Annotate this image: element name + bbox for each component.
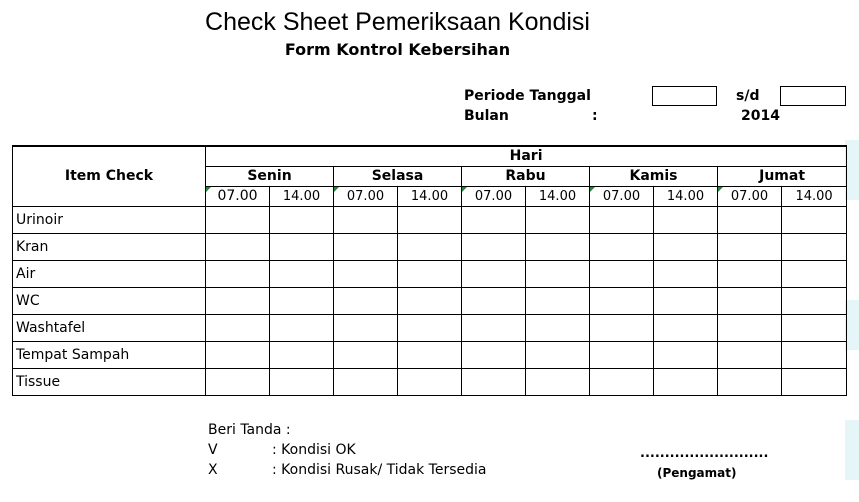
- day-header-rabu: Rabu: [462, 166, 590, 186]
- signature-label: (Pengamat): [657, 466, 737, 480]
- check-cell[interactable]: [462, 287, 526, 314]
- day-header-senin: Senin: [206, 166, 334, 186]
- table-row: [13, 341, 847, 368]
- periode-label: Periode Tanggal: [464, 88, 591, 104]
- check-cell[interactable]: [398, 314, 462, 341]
- item-label-washtafel: Washtafel: [13, 314, 206, 341]
- check-cell[interactable]: [270, 314, 334, 341]
- item-label-kran: Kran: [13, 233, 206, 260]
- check-cell[interactable]: [782, 341, 847, 368]
- check-cell[interactable]: [782, 233, 847, 260]
- time-header: 14.00: [782, 186, 847, 206]
- check-cell[interactable]: [334, 341, 398, 368]
- check-cell[interactable]: [526, 287, 590, 314]
- item-check-header: Item Check: [13, 146, 206, 206]
- item-label-tissue: Tissue: [13, 368, 206, 395]
- check-cell[interactable]: [590, 341, 654, 368]
- item-label-air: Air: [13, 260, 206, 287]
- check-cell[interactable]: [526, 206, 590, 233]
- check-cell[interactable]: [206, 233, 270, 260]
- check-cell[interactable]: [782, 260, 847, 287]
- time-header: 07.00: [462, 186, 526, 206]
- check-cell[interactable]: [590, 260, 654, 287]
- check-cell[interactable]: [334, 233, 398, 260]
- check-cell[interactable]: [526, 233, 590, 260]
- check-cell[interactable]: [782, 314, 847, 341]
- table-row: [13, 314, 847, 341]
- check-cell[interactable]: [462, 233, 526, 260]
- legend-symbol-x: X: [208, 462, 218, 478]
- check-cell[interactable]: [270, 233, 334, 260]
- day-header-selasa: Selasa: [334, 166, 462, 186]
- year-value: 2014: [741, 108, 780, 124]
- check-cell[interactable]: [334, 260, 398, 287]
- form-subtitle: Form Kontrol Kebersihan: [284, 40, 511, 59]
- check-cell[interactable]: [334, 314, 398, 341]
- check-cell[interactable]: [654, 368, 718, 395]
- time-header: 07.00: [334, 186, 398, 206]
- check-cell[interactable]: [526, 260, 590, 287]
- table-row: [13, 368, 847, 395]
- periode-end-box[interactable]: [780, 86, 846, 106]
- check-cell[interactable]: [718, 314, 782, 341]
- check-cell[interactable]: [590, 233, 654, 260]
- check-cell[interactable]: [654, 206, 718, 233]
- check-cell[interactable]: [398, 260, 462, 287]
- check-cell[interactable]: [398, 233, 462, 260]
- check-cell[interactable]: [206, 287, 270, 314]
- bulan-label: Bulan: [464, 108, 509, 124]
- check-cell[interactable]: [462, 368, 526, 395]
- check-cell[interactable]: [462, 260, 526, 287]
- check-cell[interactable]: [270, 368, 334, 395]
- check-cell[interactable]: [334, 287, 398, 314]
- check-cell[interactable]: [782, 287, 847, 314]
- signature-line: ..........................: [640, 446, 769, 461]
- check-cell[interactable]: [206, 341, 270, 368]
- page-title: Check Sheet Pemeriksaan Kondisi: [205, 8, 590, 36]
- check-cell[interactable]: [654, 287, 718, 314]
- legend-symbol-v: V: [208, 442, 218, 458]
- check-cell[interactable]: [718, 368, 782, 395]
- check-cell[interactable]: [206, 206, 270, 233]
- check-cell[interactable]: [590, 368, 654, 395]
- check-cell[interactable]: [270, 206, 334, 233]
- time-header: 07.00: [718, 186, 782, 206]
- bulan-colon: :: [592, 108, 598, 124]
- check-cell[interactable]: [590, 314, 654, 341]
- time-header: 14.00: [526, 186, 590, 206]
- time-header: 14.00: [270, 186, 334, 206]
- day-header-kamis: Kamis: [590, 166, 718, 186]
- check-cell[interactable]: [590, 206, 654, 233]
- time-header: 07.00: [206, 186, 270, 206]
- check-cell[interactable]: [398, 341, 462, 368]
- check-cell[interactable]: [270, 260, 334, 287]
- legend-title: Beri Tanda :: [208, 422, 291, 438]
- check-cell[interactable]: [398, 287, 462, 314]
- check-cell[interactable]: [782, 206, 847, 233]
- check-cell[interactable]: [526, 368, 590, 395]
- check-cell[interactable]: [270, 341, 334, 368]
- check-cell[interactable]: [206, 368, 270, 395]
- item-label-tempat-sampah: Tempat Sampah: [13, 341, 206, 368]
- check-cell[interactable]: [270, 287, 334, 314]
- check-table: [12, 145, 847, 396]
- item-label-wc: WC: [13, 287, 206, 314]
- check-cell[interactable]: [462, 314, 526, 341]
- legend-text-rusak: : Kondisi Rusak/ Tidak Tersedia: [272, 462, 487, 478]
- sd-label: s/d: [736, 88, 760, 104]
- time-header: 07.00: [590, 186, 654, 206]
- check-cell[interactable]: [654, 233, 718, 260]
- table-row: [13, 206, 847, 233]
- day-header-jumat: Jumat: [718, 166, 847, 186]
- check-cell[interactable]: [462, 206, 526, 233]
- table-row: [13, 233, 847, 260]
- check-cell[interactable]: [654, 260, 718, 287]
- table-row: [13, 260, 847, 287]
- check-cell[interactable]: [398, 206, 462, 233]
- periode-start-box[interactable]: [652, 86, 717, 106]
- check-cell[interactable]: [334, 368, 398, 395]
- time-header: 14.00: [398, 186, 462, 206]
- check-cell[interactable]: [718, 287, 782, 314]
- check-cell[interactable]: [718, 206, 782, 233]
- check-cell[interactable]: [590, 287, 654, 314]
- hari-header: Hari: [206, 146, 847, 166]
- legend-text-ok: : Kondisi OK: [272, 442, 356, 458]
- check-cell[interactable]: [718, 260, 782, 287]
- check-cell[interactable]: [462, 341, 526, 368]
- check-cell[interactable]: [718, 233, 782, 260]
- check-cell[interactable]: [206, 314, 270, 341]
- side-decoration: [845, 420, 859, 480]
- check-cell[interactable]: [398, 368, 462, 395]
- check-cell[interactable]: [654, 314, 718, 341]
- item-label-urinoir: Urinoir: [13, 206, 206, 233]
- check-cell[interactable]: [206, 260, 270, 287]
- check-cell[interactable]: [654, 341, 718, 368]
- check-cell[interactable]: [526, 314, 590, 341]
- table-row: [13, 287, 847, 314]
- time-header: 14.00: [654, 186, 718, 206]
- check-cell[interactable]: [718, 341, 782, 368]
- check-cell[interactable]: [782, 368, 847, 395]
- check-cell[interactable]: [334, 206, 398, 233]
- check-cell[interactable]: [526, 341, 590, 368]
